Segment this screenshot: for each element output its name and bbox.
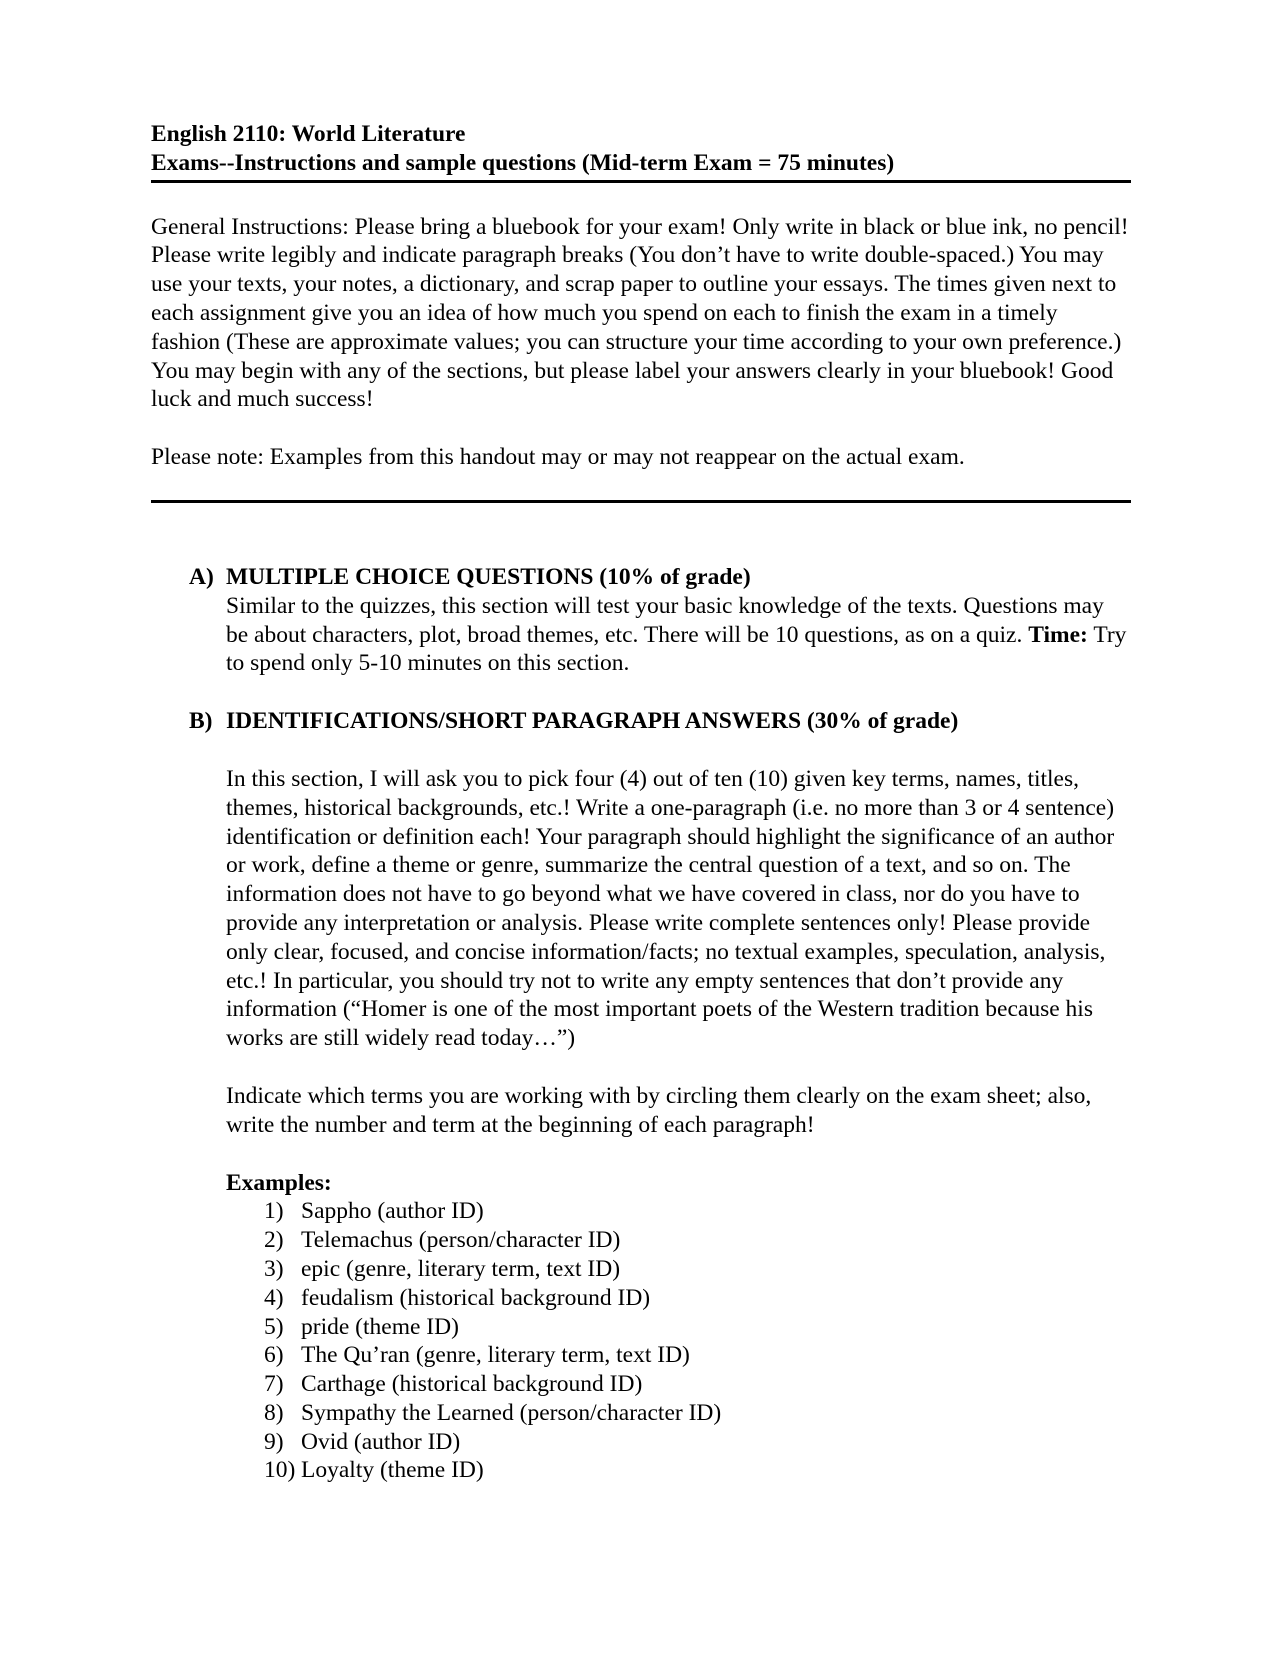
section-a-time-label: Time: (1028, 621, 1088, 648)
list-item (226, 1255, 1131, 1284)
list-item (226, 1428, 1131, 1457)
list-item-number: 3) (264, 1255, 284, 1282)
course-title: English 2110: World Literature (151, 121, 466, 147)
list-item-text: pride (theme ID) (301, 1313, 459, 1340)
top-divider (151, 180, 1131, 183)
list-item-number: 2) (264, 1227, 284, 1254)
list-item-number: 10) (264, 1457, 296, 1484)
list-item (226, 1341, 1131, 1370)
list-item-number: 7) (264, 1371, 284, 1398)
section-a-letter: A) (189, 563, 214, 590)
list-item (226, 1399, 1131, 1428)
list-item-number: 5) (264, 1313, 284, 1340)
section-a-heading: MULTIPLE CHOICE QUESTIONS (10% of grade) (226, 563, 751, 590)
list-item-text: Sappho (author ID) (301, 1198, 484, 1225)
list-item (226, 1284, 1131, 1313)
examples-label: Examples: (226, 1169, 332, 1196)
list-item (226, 1313, 1131, 1342)
list-item-text: feudalism (historical background ID) (301, 1284, 651, 1311)
list-item-text: Sympathy the Learned (person/character ID) (301, 1399, 722, 1426)
section-a-description: Similar to the quizzes, this section will test your basic knowledge of the texts. Questions may be about characters, plot, broad themes, etc. There will be 10 questions, as on a quiz. (226, 592, 1104, 648)
examples-list (226, 1197, 1131, 1485)
list-item-text: The Qu’ran (genre, literary term, text ID) (301, 1342, 690, 1369)
list-item (226, 1197, 1131, 1226)
list-item-text: Loyalty (theme ID) (301, 1457, 484, 1484)
section-b-circling-note: Indicate which terms you are working with by circling them clearly on the exam sheet; also, write the number and term at the beginning of each paragraph! (226, 1082, 1092, 1138)
bottom-divider (151, 500, 1131, 503)
list-item-text: epic (genre, literary term, text ID) (301, 1255, 621, 1282)
section-b-instructions: In this section, I will ask you to pick four (4) out of ten (10) given key terms, names, titles, themes, historical backgrounds, etc.! Write a one-paragraph (i.e. no more than 3 or 4 sentence) identification or definition each! Your paragraph should highlight the significance of an author or work, define a theme or genre, summarize the central question of a text, and so on. The information does not have to go beyond what we have covered in class, nor do you have to provide any interpretation or analysis. Please write complete sentences only! Please provide only clear, focused, and concise information/facts; no textual examples, speculation, analysis, etc.! In particular, you should try not to write any empty sentences that don’t provide any information (“Homer is one of the most important poets of the Western tradition because his works are still widely read today…”) (226, 765, 1115, 1052)
list-item-number: 6) (264, 1342, 284, 1369)
list-item-number: 4) (264, 1284, 284, 1311)
list-item-number: 9) (264, 1428, 284, 1455)
handout-note: Please note: Examples from this handout may or may not reappear on the actual exam. (151, 444, 965, 471)
list-item-number: 8) (264, 1399, 284, 1426)
section-b-heading: IDENTIFICATIONS/SHORT PARAGRAPH ANSWERS (30% of grade) (226, 708, 959, 735)
list-item-text: Telemachus (person/character ID) (301, 1227, 621, 1254)
section-a-time-text: Try to spend only 5-10 minutes on this section. (226, 621, 1127, 677)
section-a (189, 563, 1131, 678)
section-b (189, 707, 1131, 1485)
list-item (226, 1456, 1131, 1485)
list-item (226, 1226, 1131, 1255)
list-item-text: Ovid (author ID) (301, 1428, 461, 1455)
general-instructions: General Instructions: Please bring a bluebook for your exam! Only write in black or blue ink, no pencil! Please write legibly and indicate paragraph breaks (You don’t have to write double-spaced.) You may use your texts, your notes, a dictionary, and scrap paper to outline your essays. The times given next to each assignment give you an idea of how much you spend on each to finish the exam in a timely fashion (These are approximate values; you can structure your time according to your own preference.) You may begin with any of the sections, but please label your answers clearly in your bluebook! Good luck and much success! (151, 213, 1129, 413)
list-item-number: 1) (264, 1198, 284, 1225)
section-b-letter: B) (189, 708, 213, 735)
list-item-text: Carthage (historical background ID) (301, 1371, 643, 1398)
section-a-body (226, 592, 1131, 678)
document-subtitle: Exams--Instructions and sample questions (Mid-term Exam = 75 minutes) (151, 149, 895, 176)
list-item (226, 1370, 1131, 1399)
document-page (151, 120, 1131, 1485)
